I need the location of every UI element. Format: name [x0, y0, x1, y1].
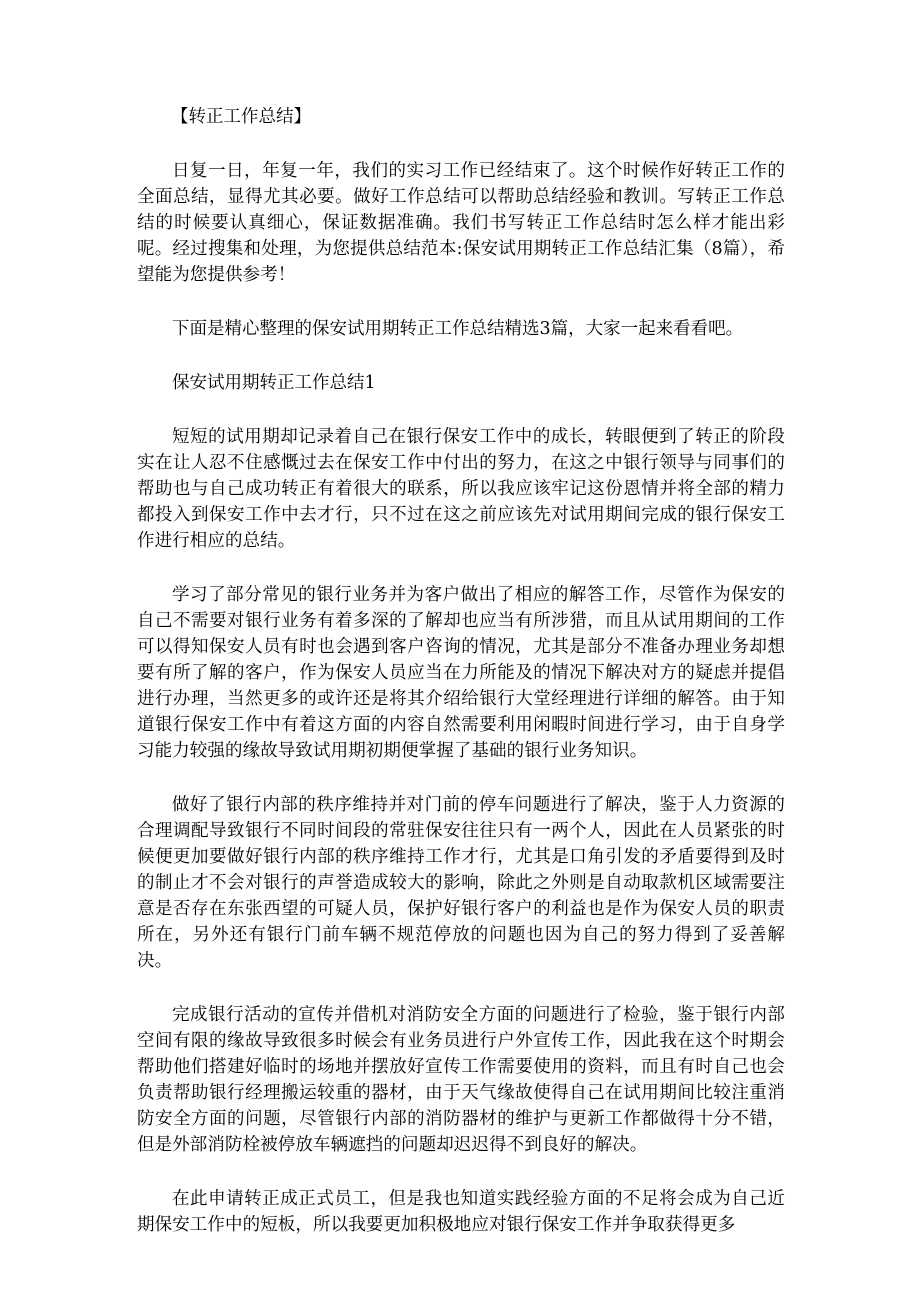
body-paragraph: 学习了部分常见的银行业务并为客户做出了相应的解答工作，尽管作为保安的自己不需要对银行业务有着多深的了解却也应当有所涉猎，而且从试用期间的工作可以得知保安人员有时也会遇到客户咨询的情况，尤其是部分不准备办理业务却想要有所了解的客户，作为保安人员应当在力所能及的情况下解决对方的疑虑并提倡进行办理，当然更多的或许还是将其介绍给银行大堂经理进行详细的解答。由于知道银行保安工作中有着这方面的内容自然需要利用闲暇时间进行学习，由于自身学习能力较强的缘故导致试用期初期便掌握了基础的银行业务知识。 — [137, 585, 785, 761]
body-paragraph: 短短的试用期却记录着自己在银行保安工作中的成长，转眼便到了转正的阶段实在让人忍不住感慨过去在保安工作中付出的努力，在这之中银行领导与同事们的帮助也与自己成功转正有着很大的联系，所以我应该牢记这份恩情并将全部的精力都投入到保安工作中去才行，只不过在这之前应该先对试用期间完成的银行保安工作进行相应的总结。 — [137, 427, 785, 551]
body-paragraph: 在此申请转正成正式员工，但是我也知道实践经验方面的不足将会成为自己近期保安工作中的短板，所以我要更加积极地应对银行保安工作并争取获得更多 — [137, 1189, 785, 1235]
document-page — [137, 104, 785, 1266]
intro-paragraph: 日复一日，年复一年，我们的实习工作已经结束了。这个时候作好转正工作的全面总结，显得尤其必要。做好工作总结可以帮助总结经验和教训。写转正工作总结的时候要认真细心，保证数据准确。我们书写转正工作总结时怎么样才能出彩呢。经过搜集和处理，为您提供总结范本:保安试用期转正工作总结汇集（8篇），希望能为您提供参考！ — [137, 161, 785, 285]
body-paragraph: 做好了银行内部的秩序维持并对门前的停车问题进行了解决，鉴于人力资源的合理调配导致银行不同时间段的常驻保安往往只有一两个人，因此在人员紧张的时候便更加要做好银行内部的秩序维持工作才行，尤其是口角引发的矛盾要得到及时的制止才不会对银行的声誉造成较大的影响，除此之外则是自动取款机区域需要注意是否存在东张西望的可疑人员，保护好银行客户的利益也是作为保安人员的职责所在，另外还有银行门前车辆不规范停放的问题也因为自己的努力得到了妥善解决。 — [137, 795, 785, 971]
body-paragraph: 完成银行活动的宣传并借机对消防安全方面的问题进行了检验，鉴于银行内部空间有限的缘故导致很多时候会有业务员进行户外宣传工作，因此我在这个时期会帮助他们搭建好临时的场地并摆放好宣传工作需要使用的资料，而且有时自己也会负责帮助银行经理搬运较重的器材，由于天气缘故使得自己在试用期间比较注重消防安全方面的问题，尽管银行内部的消防器材的维护与更新工作都做得十分不错，但是外部消防栓被停放车辆遮挡的问题却迟迟得不到良好的解决。 — [137, 1005, 785, 1155]
document-title: 【转正工作总结】 — [171, 107, 311, 127]
section-title: 保安试用期转正工作总结1 — [172, 373, 376, 393]
lead-sentence: 下面是精心整理的保安试用期转正工作总结精选3篇，大家一起来看看吧。 — [172, 319, 744, 339]
